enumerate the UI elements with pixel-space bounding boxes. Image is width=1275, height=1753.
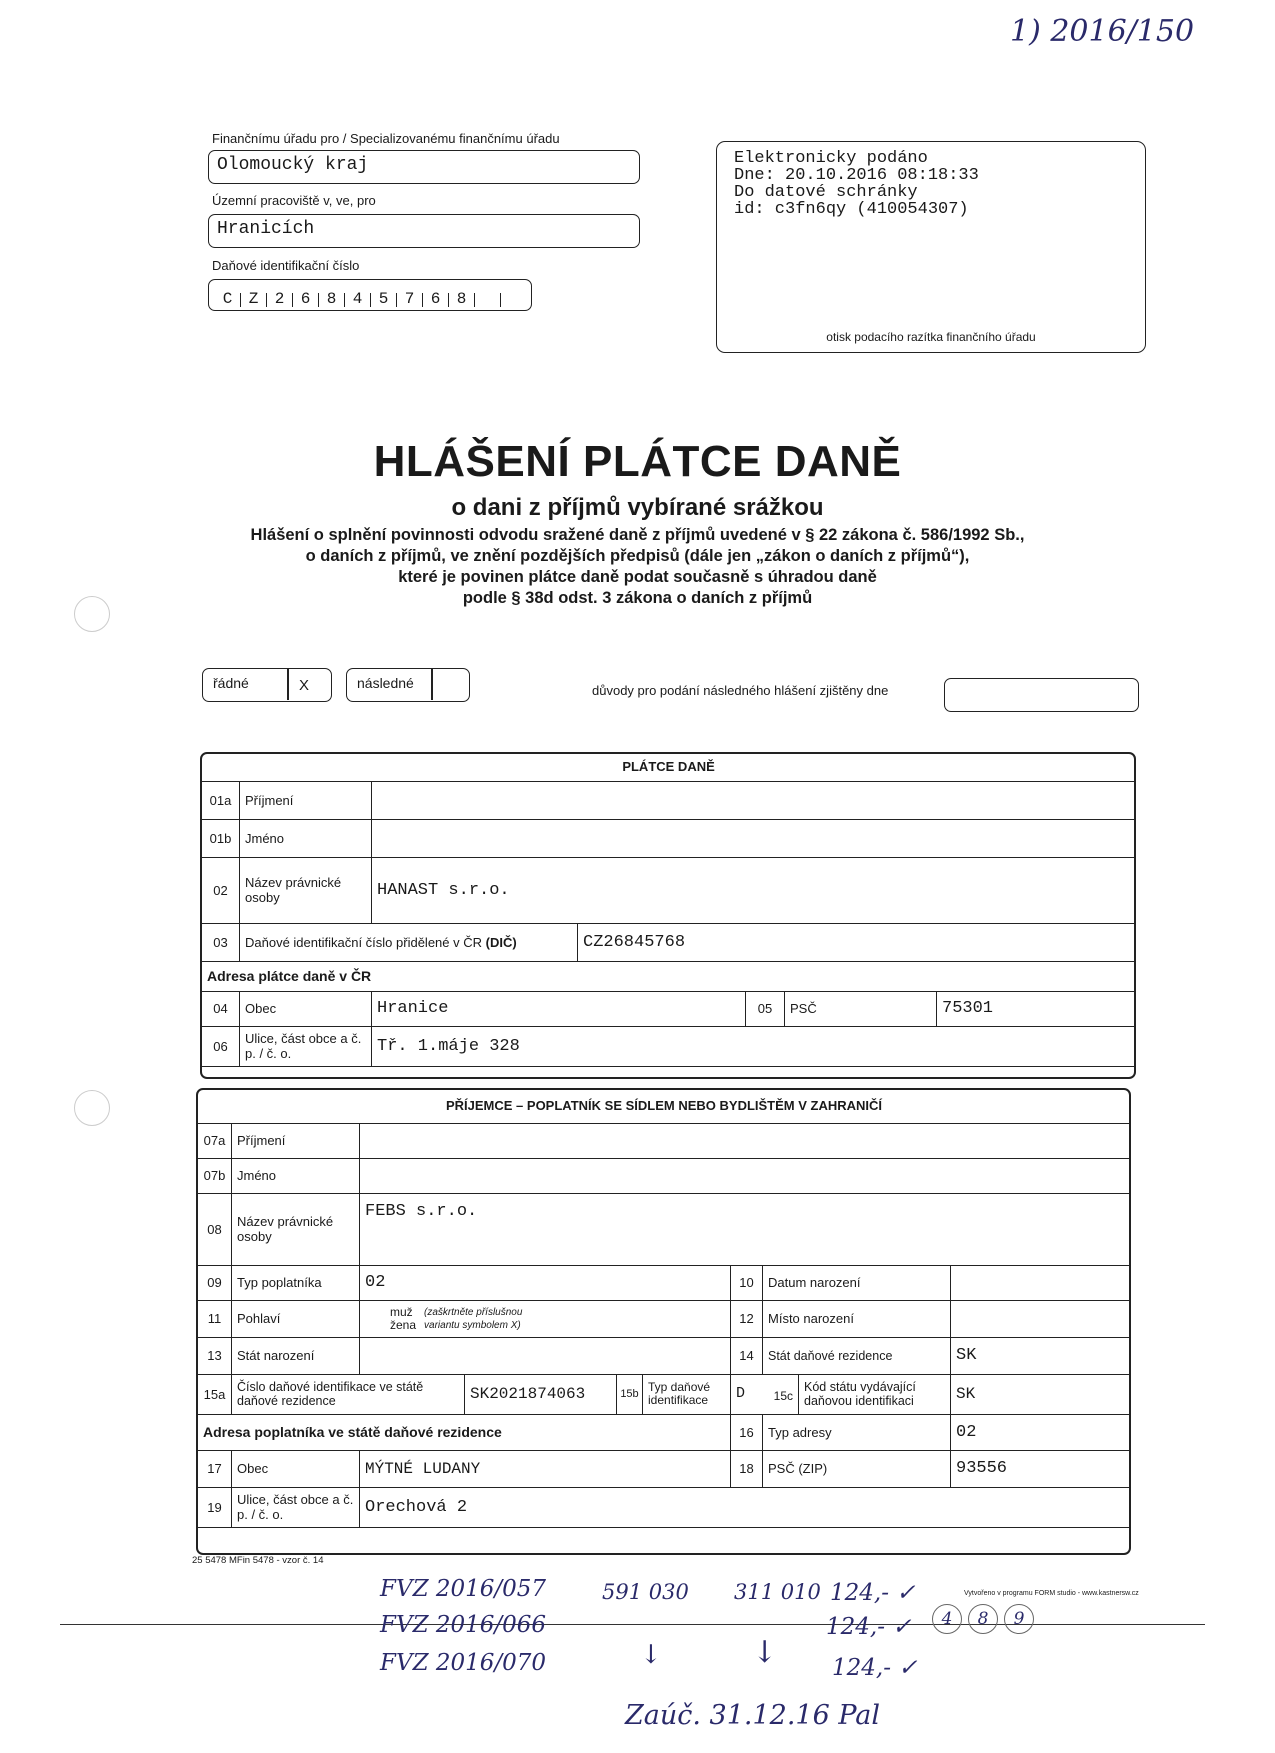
gender-hint-2: variantu symbolem X): [424, 1319, 521, 1331]
birth-date-label: Datum narození: [763, 1265, 951, 1300]
row-number: 12: [731, 1300, 763, 1337]
handwritten-account-1: 591 030: [602, 1580, 689, 1604]
taxpayer-type-label: Typ poplatníka: [232, 1265, 360, 1300]
form-description: [0, 525, 1275, 609]
row-number: 15c: [773, 1389, 793, 1403]
firstname-label: Jméno: [240, 819, 372, 857]
dic-char-cell: [501, 293, 526, 307]
form-title: HLÁŠENÍ PLÁTCE DANĚ: [373, 437, 902, 486]
row-number: 18: [731, 1450, 763, 1487]
dic-row-label: [240, 923, 578, 961]
description-line-2: o daních z příjmů, ve znění pozdějších předpisů (dále jen „zákon o daních z příjmů“),: [305, 547, 970, 565]
address-type-field[interactable]: 02: [951, 1414, 1131, 1450]
dic-char-cell: Z: [241, 293, 267, 307]
handwritten-line-2: FVZ 2016/066: [380, 1612, 547, 1638]
dic-chars: [215, 290, 526, 308]
dic-char-cell: 5: [371, 293, 397, 307]
row-number: 03: [202, 923, 240, 961]
radne-label: řádné: [213, 675, 249, 691]
row-number: 08: [198, 1193, 232, 1265]
generator-note: Vytvořeno v programu FORM studio - www.kastnersw.cz: [964, 1590, 1139, 1597]
row-number: 07b: [198, 1158, 232, 1193]
firstname-label: Jméno: [232, 1158, 360, 1193]
payer-table: [201, 753, 1136, 1067]
circled-number: 4: [932, 1604, 962, 1634]
handwritten-account-2: 311 010: [734, 1580, 821, 1604]
recipient-table: [197, 1089, 1131, 1528]
stamp-line-1: Elektronicky podáno: [734, 149, 928, 168]
row-number: 05: [746, 991, 785, 1026]
payer-city-field[interactable]: Hranice: [372, 991, 746, 1026]
dic-char-cell: 8: [319, 293, 345, 307]
nasledne-label: následné: [357, 675, 414, 691]
recipient-city-field[interactable]: MÝTNÉ LUDANY: [360, 1450, 731, 1487]
recipient-zip-field[interactable]: 93556: [951, 1450, 1131, 1487]
birth-state-field[interactable]: [360, 1337, 731, 1374]
payer-firstname-field[interactable]: [372, 819, 1136, 857]
city-label: Obec: [240, 991, 372, 1026]
handwritten-amount-1: 124,- ✓: [830, 1580, 916, 1606]
city-label: Obec: [232, 1450, 360, 1487]
birth-date-field[interactable]: [951, 1265, 1131, 1300]
description-line-4: podle § 38d odst. 3 zákona o daních z příjmů: [462, 589, 813, 607]
dic-char-cell: 6: [423, 293, 449, 307]
row-number: 01b: [202, 819, 240, 857]
legal-name-label: Název právnické osoby: [232, 1193, 360, 1265]
payer-zip-field[interactable]: 75301: [937, 991, 1136, 1026]
dic-row-label-text: Daňové identifikační číslo přidělené v ČR: [245, 934, 483, 950]
row-number: 17: [198, 1450, 232, 1487]
dic-char-cell: 8: [449, 293, 475, 307]
row-number: 15a: [198, 1374, 232, 1414]
branch-label: Územní pracoviště v, ve, pro: [212, 193, 376, 208]
handwritten-amount-2: 124,- ✓: [826, 1614, 912, 1640]
row-number: 09: [198, 1265, 232, 1300]
amount-value: 124,-: [830, 1580, 889, 1606]
handwritten-line-1: FVZ 2016/057: [380, 1576, 547, 1602]
row-number: 15b: [617, 1374, 643, 1414]
dic-char-cell: 2: [267, 293, 293, 307]
row-number: 06: [202, 1026, 240, 1066]
row-number: 11: [198, 1300, 232, 1337]
row-number: 01a: [202, 781, 240, 819]
circled-number: 9: [1004, 1604, 1034, 1634]
gender-option-female[interactable]: žena: [390, 1317, 417, 1332]
address-type-label: Typ adresy: [763, 1414, 951, 1450]
recipient-legal-name-field[interactable]: FEBS s.r.o.: [360, 1193, 1131, 1265]
legal-name-label: Název právnické osoby: [240, 857, 372, 923]
tax-id-type-field[interactable]: [731, 1374, 799, 1414]
tax-id-field[interactable]: SK2021874063: [465, 1374, 617, 1414]
tax-id-type-label: Typ daňové identifikace: [643, 1374, 731, 1414]
row-number: 14: [731, 1337, 763, 1374]
issuing-state-label: Kód státu vydávající daňovou identifikaci: [799, 1374, 951, 1414]
surname-label: Příjmení: [240, 781, 372, 819]
row-number: 19: [198, 1487, 232, 1527]
payer-dic-field[interactable]: CZ26845768: [578, 923, 1136, 961]
payer-legal-name-field[interactable]: HANAST s.r.o.: [372, 857, 1136, 923]
payer-section-title: PLÁTCE DANĚ: [202, 753, 1136, 781]
handwritten-posting-note: Zaúč. 31.12.16 Pal: [625, 1700, 881, 1731]
recipient-address-title: Adresa poplatníka ve státě daňové rezidence: [198, 1414, 731, 1450]
stamp-box: [716, 141, 1146, 353]
zip-label: PSČ: [785, 991, 937, 1026]
payer-street-field[interactable]: Tř. 1.máje 328: [372, 1026, 1136, 1066]
form-subtitle: o dani z příjmů vybírané srážkou: [451, 494, 824, 521]
recipient-surname-field[interactable]: [360, 1123, 1131, 1158]
arrow-down-icon: ↓: [752, 1635, 778, 1670]
residence-state-label: Stát daňové rezidence: [763, 1337, 951, 1374]
dic-label: Daňové identifikační číslo: [212, 258, 360, 273]
street-label: Ulice, část obce a č. p. / č. o.: [240, 1026, 372, 1066]
description-line-3: které je povinen plátce daně podat současně s úhradou daně: [398, 568, 877, 586]
row-number: 16: [731, 1414, 763, 1450]
gender-label: Pohlaví: [232, 1300, 360, 1337]
gender-field[interactable]: [360, 1300, 731, 1337]
stamp-caption: otisk podacího razítka finančního úřadu: [826, 330, 1036, 344]
payer-surname-field[interactable]: [372, 781, 1136, 819]
amount-value: 124,-: [832, 1655, 891, 1681]
birth-place-field[interactable]: [951, 1300, 1131, 1337]
punch-hole: [74, 1090, 110, 1126]
reason-label: důvody pro podání následného hlášení zjištěny dne: [592, 683, 889, 698]
issuing-state-field[interactable]: SK: [951, 1374, 1131, 1414]
row-number: 13: [198, 1337, 232, 1374]
handwritten-amount-3: 124,- ✓: [832, 1655, 918, 1681]
row-number: 02: [202, 857, 240, 923]
recipient-zip-label: PSČ (ZIP): [763, 1450, 951, 1487]
nasledne-option[interactable]: [346, 668, 470, 702]
gender-hint-1: (zaškrtněte příslušnou: [424, 1306, 523, 1318]
stamp-line-4: id: c3fn6qy (410054307): [734, 200, 969, 219]
form-code: 25 5478 MFin 5478 - vzor č. 14: [192, 1555, 324, 1566]
branch-field[interactable]: Hranicích: [208, 214, 640, 248]
description-line-1: Hlášení o splnění povinnosti odvodu sražené daně z příjmů uvedené v § 22 zákona č. 586/1992 Sb.,: [250, 526, 1025, 544]
recipient-section-title: PŘÍJEMCE – POPLATNÍK SE SÍDLEM NEBO BYDLIŠTĚM V ZAHRANIČÍ: [198, 1089, 1131, 1123]
stamp-line-3: Do datové schránky: [734, 183, 918, 202]
taxpayer-type-field[interactable]: 02: [360, 1265, 731, 1300]
recipient-street-field[interactable]: Orechová 2: [360, 1487, 1131, 1527]
birth-place-label: Místo narození: [763, 1300, 951, 1337]
dic-char-cell: 6: [293, 293, 319, 307]
office-label: Finančnímu úřadu pro / Specializovanému finančnímu úřadu: [212, 131, 560, 146]
radne-checkbox[interactable]: X: [299, 677, 310, 694]
tax-id-label: Číslo daňové identifikace ve státě daňové rezidence: [232, 1374, 465, 1414]
handwritten-line-3: FVZ 2016/070: [380, 1650, 547, 1676]
street-label: Ulice, část obce a č. p. / č. o.: [232, 1487, 360, 1527]
amount-value: 124,-: [826, 1614, 885, 1640]
residence-state-field[interactable]: SK: [951, 1337, 1131, 1374]
office-field[interactable]: Olomoucký kraj: [208, 150, 640, 184]
dic-field[interactable]: [208, 279, 532, 311]
dic-char-cell: [475, 293, 501, 307]
tax-id-type-value: D: [736, 1385, 746, 1402]
radne-option[interactable]: [202, 668, 332, 702]
gender-option-male[interactable]: muž: [390, 1304, 413, 1319]
surname-label: Příjmení: [232, 1123, 360, 1158]
row-number: 04: [202, 991, 240, 1026]
reason-date-field[interactable]: [944, 678, 1139, 712]
dic-row-label-bold: (DIČ): [485, 934, 517, 950]
circled-numbers: [932, 1604, 1034, 1634]
row-number: 07a: [198, 1123, 232, 1158]
payer-address-title: Adresa plátce daně v ČR: [202, 961, 1136, 991]
row-number: 10: [731, 1265, 763, 1300]
dic-char-cell: 4: [345, 293, 371, 307]
arrow-down-icon: ↓: [640, 1640, 662, 1670]
handwritten-reference: 1) 2016/150: [1010, 14, 1195, 49]
stamp-line-2: Dne: 20.10.2016 08:18:33: [734, 166, 979, 185]
dic-char-cell: C: [215, 293, 241, 307]
dic-char-cell: 7: [397, 293, 423, 307]
recipient-firstname-field[interactable]: [360, 1158, 1131, 1193]
circled-number: 8: [968, 1604, 998, 1634]
birth-state-label: Stát narození: [232, 1337, 360, 1374]
